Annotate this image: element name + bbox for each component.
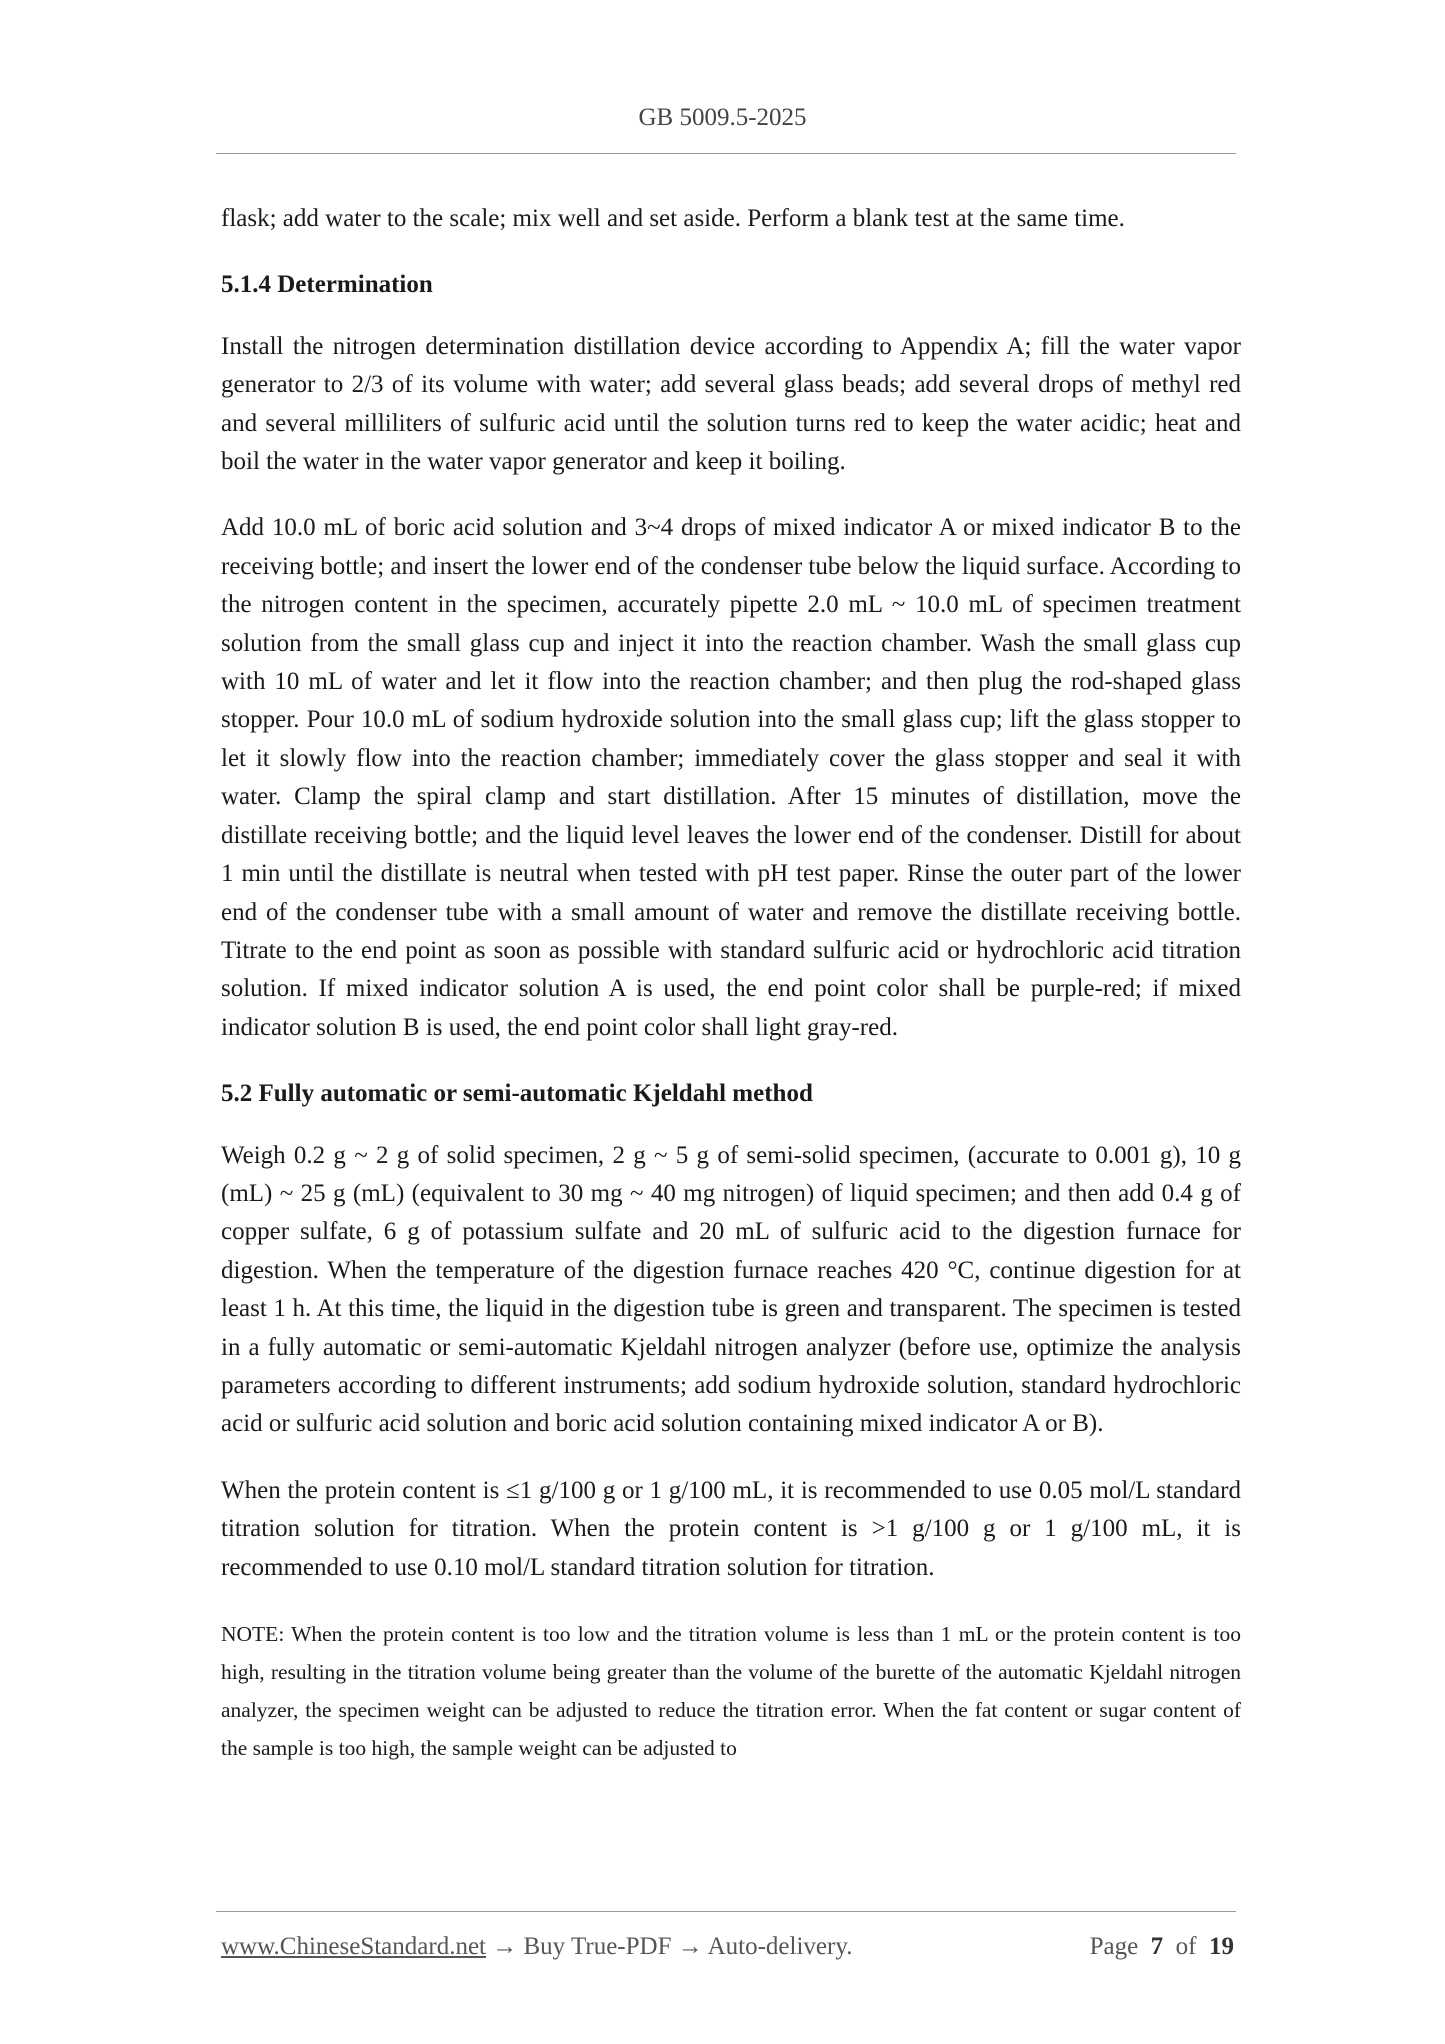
section-heading-5-2: 5.2 Fully automatic or semi-automatic Kjeldahl method — [221, 1080, 813, 1108]
note-paragraph: NOTE: When the protein content is too low and the titration volume is less than 1 mL or the protein content is too high, resulting in the titration volume being greater than the volume of the burette of the automatic Kjeldahl nitrogen analyzer, the specimen weight can be adjusted to reduce the titration error. When the fat content or sugar content of the sample is too high, the sample weight can be adjusted to — [221, 1622, 1241, 1760]
page-current: 7 — [1150, 1933, 1164, 1960]
page-label: Page — [1089, 1933, 1139, 1960]
document-body — [221, 200, 1241, 1795]
standard-code: GB 5009.5-2025 — [638, 104, 807, 131]
header-divider — [216, 153, 1236, 154]
page-of-label: of — [1175, 1933, 1197, 1960]
paragraph-install: Install the nitrogen determination distillation device according to Appendix A; fill the water vapor generator to 2/3 of its volume with water; add several glass beads; add several drops of methyl red and several milliliters of sulfuric acid until the solution turns red to keep the water acidic; heat and boil the water in the water vapor generator and keep it boiling. — [221, 332, 1241, 476]
page-total: 19 — [1209, 1933, 1234, 1960]
page-number — [1090, 1933, 1234, 1961]
site-link[interactable]: www.ChineseStandard.net — [221, 1933, 486, 1960]
buy-true-pdf-text: Buy True-PDF — [523, 1933, 672, 1960]
section-heading-5-1-4: 5.1.4 Determination — [221, 271, 433, 299]
paragraph-boric-acid: Add 10.0 mL of boric acid solution and 3~4 drops of mixed indicator A or mixed indicator B to the receiving bottle; and insert the lower end of the condenser tube below the liquid surface. According to the nitrogen content in the specimen, accurately pipette 2.0 mL ~ 10.0 mL of specimen treatment solution from the small glass cup and inject it into the reaction chamber. Wash the small glass cup with 10 mL of water and let it flow into the reaction chamber; and then plug the rod-shaped glass stopper. Pour 10.0 mL of sodium hydroxide solution into the small glass cup; lift the glass stopper to let it slowly flow into the reaction chamber; immediately cover the glass stopper and seal it with water. Clamp the spiral clamp and start distillation. After 15 minutes of distillation, move the distillate receiving bottle; and the liquid level leaves the lower end of the condenser. Distill for about 1 min until the distillate is neutral when tested with pH test paper. Rinse the outer part of the lower end of the condenser tube with a small amount of water and remove the distillate receiving bottle. Titrate to the end point as soon as possible with standard sulfuric acid or hydrochloric acid titration solution. If mixed indicator solution A is used, the end point color shall be purple-red; if mixed indicator solution B is used, the end point color shall light gray-red. — [221, 514, 1241, 1041]
paragraph-intro: flask; add water to the scale; mix well and set aside. Perform a blank test at the same time. — [221, 205, 1125, 232]
paragraph-weigh: Weigh 0.2 g ~ 2 g of solid specimen, 2 g ~ 5 g of semi-solid specimen, (accurate to 0.001 g), 10 g (mL) ~ 25 g (mL) (equivalent to 30 mg ~ 40 mg nitrogen) of liquid specimen; and then add 0.4 g of copper sulfate, 6 g of potassium sulfate and 20 mL of sulfuric acid to the digestion furnace for digestion. When the temperature of the digestion furnace reaches 420 °C, continue digestion for at least 1 h. At this time, the liquid in the digestion tube is green and transparent. The specimen is tested in a fully automatic or semi-automatic Kjeldahl nitrogen analyzer (before use, optimize the analysis parameters according to different instruments; add sodium hydroxide solution, standard hydrochloric acid or sulfuric acid solution and boric acid solution containing mixed indicator A or B). — [221, 1141, 1241, 1438]
footer-divider — [216, 1911, 1236, 1912]
arrow-right-icon: → — [492, 1933, 518, 1960]
auto-delivery-text: Auto-delivery. — [707, 1933, 853, 1960]
page-header — [0, 104, 1445, 132]
arrow-right-icon: → — [677, 1933, 703, 1960]
paragraph-protein: When the protein content is ≤1 g/100 g or 1 g/100 mL, it is recommended to use 0.05 mol/L standard titration solution for titration. When the protein content is >1 g/100 g or 1 g/100 mL, it is recommended to use 0.10 mol/L standard titration solution for titration. — [221, 1476, 1241, 1581]
footer-promo — [221, 1933, 852, 1961]
